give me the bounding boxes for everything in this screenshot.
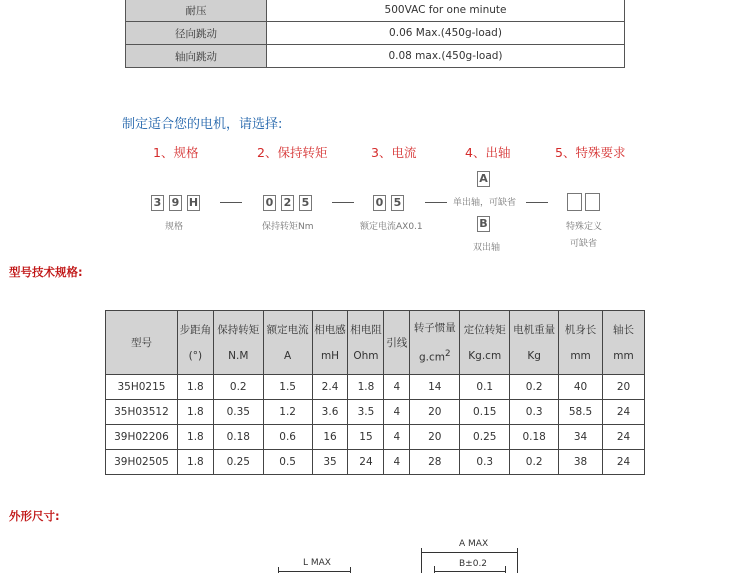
- table-cell: 4: [384, 425, 410, 450]
- table-header-row: [106, 311, 645, 375]
- dimension-section-title: 外形尺寸:: [9, 509, 60, 523]
- table-cell: 35H0215: [106, 375, 178, 400]
- column-header: 引线: [384, 311, 410, 375]
- table-cell: 1.2: [263, 400, 312, 425]
- torque-code-box: 5: [299, 195, 312, 211]
- table-cell: 58.5: [559, 400, 603, 425]
- spec-code-box: H: [188, 196, 199, 209]
- column-header: 轴长 mm: [603, 311, 645, 375]
- table-cell: 0.6: [263, 425, 312, 450]
- table-cell: 1.8: [177, 425, 213, 450]
- table-cell: 1.8: [177, 450, 213, 475]
- table-cell: 24: [603, 450, 645, 475]
- torque-caption: 保持转矩Nm: [262, 222, 314, 232]
- selection-title: 制定适合您的电机，请选择:: [122, 117, 283, 132]
- table-cell: 3.5: [348, 400, 384, 425]
- special-caption-2: 可缺省: [570, 239, 598, 249]
- insulation-spec-table: [125, 0, 625, 68]
- row-value: 500VAC for one minute: [267, 0, 625, 22]
- table-cell: 4: [384, 400, 410, 425]
- table-cell: 0.35: [213, 400, 263, 425]
- table-cell: 35H03512: [106, 400, 178, 425]
- table-cell: 1.8: [177, 375, 213, 400]
- column-header: 相电阻 Ohm: [348, 311, 384, 375]
- row-label: 径向跳动: [126, 22, 267, 45]
- table-cell: 20: [410, 400, 460, 425]
- b-dimension-line: [434, 571, 506, 572]
- table-cell: 0.25: [460, 425, 510, 450]
- step-current-label: 3、电流: [371, 145, 417, 160]
- shaft-a-caption: 单出轴，可缺省: [453, 198, 517, 208]
- table-cell: 4: [384, 450, 410, 475]
- torque-code-box: 0: [263, 195, 276, 211]
- dimension-tick: [350, 567, 351, 573]
- column-header: 型号: [106, 311, 178, 375]
- column-header: 保持转矩 N.M: [213, 311, 263, 375]
- table-cell: 0.15: [460, 400, 510, 425]
- table-row: [126, 45, 625, 68]
- column-header: 电机重量 Kg: [510, 311, 559, 375]
- dimension-tick: [517, 548, 518, 573]
- table-cell: 0.3: [460, 450, 510, 475]
- row-label: 轴向跳动: [126, 45, 267, 68]
- column-header: 机身长 mm: [559, 311, 603, 375]
- special-code-box: [567, 193, 582, 211]
- row-label: 耐压: [126, 0, 267, 22]
- special-caption-1: 特殊定义: [566, 222, 603, 232]
- table-cell: 15: [348, 425, 384, 450]
- table-cell: 0.2: [510, 450, 559, 475]
- table-cell: 2.4: [312, 375, 348, 400]
- table-cell: 0.1: [460, 375, 510, 400]
- table-cell: 0.2: [510, 375, 559, 400]
- table-cell: 0.18: [510, 425, 559, 450]
- shaft-b-caption: 双出轴: [473, 243, 501, 253]
- table-row: [106, 425, 645, 450]
- column-header: 额定电流 A: [263, 311, 312, 375]
- table-cell: 1.5: [263, 375, 312, 400]
- table-cell: 16: [312, 425, 348, 450]
- spec-section-title: 型号技术规格:: [9, 265, 83, 279]
- separator-dash: [425, 202, 447, 203]
- table-cell: 4: [384, 375, 410, 400]
- table-cell: 0.25: [213, 450, 263, 475]
- table-cell: 24: [603, 425, 645, 450]
- separator-dash: [526, 202, 548, 203]
- column-header: 相电感 mH: [312, 311, 348, 375]
- table-cell: 0.3: [510, 400, 559, 425]
- dimension-tick: [421, 548, 422, 573]
- dimension-tick: [505, 566, 506, 573]
- table-cell: 39H02505: [106, 450, 178, 475]
- table-row: [126, 22, 625, 45]
- shaft-b-box: B: [477, 216, 490, 232]
- table-cell: 40: [559, 375, 603, 400]
- column-header: 步距角 (°): [177, 311, 213, 375]
- a-max-label: A MAX: [459, 539, 489, 549]
- separator-dash: [332, 202, 354, 203]
- shaft-a-box: A: [477, 171, 490, 187]
- current-code-box: 5: [391, 195, 404, 211]
- separator-dash: [220, 202, 242, 203]
- l-max-label: L MAX: [303, 558, 331, 568]
- row-value: 0.08 max.(450g-load): [267, 45, 625, 68]
- current-code-box: 0: [373, 195, 386, 211]
- step-shaft-label: 4、出轴: [465, 145, 511, 160]
- table-cell: 0.5: [263, 450, 312, 475]
- table-cell: 20: [603, 375, 645, 400]
- table-cell: 0.2: [213, 375, 263, 400]
- table-cell: 14: [410, 375, 460, 400]
- current-caption: 额定电流AX0.1: [360, 222, 423, 232]
- table-cell: 24: [348, 450, 384, 475]
- table-row: [106, 375, 645, 400]
- l-max-dimension-line: [278, 571, 351, 572]
- step-torque-label: 2、保持转矩: [257, 145, 328, 160]
- table-cell: 3.6: [312, 400, 348, 425]
- table-cell: 35: [312, 450, 348, 475]
- table-cell: 0.18: [213, 425, 263, 450]
- table-cell: 20: [410, 425, 460, 450]
- table-row: [126, 0, 625, 22]
- table-cell: 1.8: [348, 375, 384, 400]
- spec-code-box: 3: [151, 195, 164, 211]
- table-cell: 28: [410, 450, 460, 475]
- row-value: 0.06 Max.(450g-load): [267, 22, 625, 45]
- b-tolerance-label: B±0.2: [459, 559, 488, 569]
- table-cell: 38: [559, 450, 603, 475]
- spec-caption: 规格: [165, 222, 184, 232]
- torque-code-box: 2: [281, 195, 294, 211]
- dimension-tick: [278, 567, 279, 573]
- table-cell: 1.8: [177, 400, 213, 425]
- step-special-label: 5、特殊要求: [555, 145, 626, 160]
- column-header: 转子惯量 $g.cm^2$: [410, 311, 460, 375]
- spec-code-box: 9: [169, 195, 182, 211]
- motor-spec-table: [105, 310, 645, 475]
- column-header: 定位转矩 Kg.cm: [460, 311, 510, 375]
- table-row: [106, 450, 645, 475]
- dimension-tick: [434, 566, 435, 573]
- table-row: [106, 400, 645, 425]
- table-cell: 34: [559, 425, 603, 450]
- step-spec-label: 1、规格: [153, 145, 199, 160]
- table-cell: 39H02206: [106, 425, 178, 450]
- a-max-dimension-line: [421, 552, 518, 553]
- special-code-box: [585, 193, 600, 211]
- table-cell: 24: [603, 400, 645, 425]
